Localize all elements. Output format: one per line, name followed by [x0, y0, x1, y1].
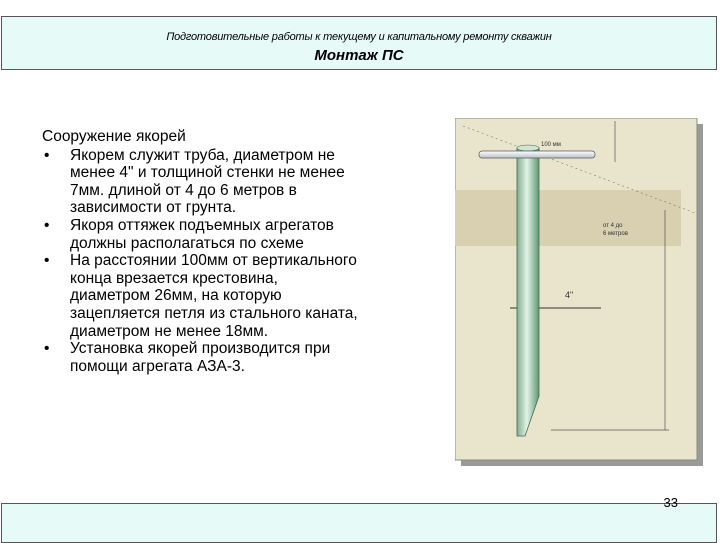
slide-title: Монтаж ПС [314, 47, 404, 64]
section-heading: Сооружение якорей [42, 128, 186, 145]
content-text [42, 128, 362, 375]
page-number: 33 [663, 495, 678, 510]
list-item [42, 147, 362, 217]
crossbar [479, 151, 595, 158]
diagram-panel [455, 118, 697, 460]
slide-subtitle: Подготовительные работы к текущему и капитальному ремонту скважин [166, 31, 552, 43]
pipe-top [517, 145, 539, 151]
anchor-pipe [517, 148, 539, 436]
label-diameter: 4" [565, 290, 574, 300]
bullet-dot: • [44, 216, 50, 234]
header-banner [1, 16, 717, 70]
bullet-text: Якоря оттяжек подъемных агрегатов должны располагаться по схеме [70, 216, 334, 252]
label-length: от 4 до 6 метров [603, 223, 628, 237]
bullet-dot: • [44, 340, 50, 358]
list-item [42, 340, 362, 375]
ground-band [455, 190, 681, 246]
bullet-text: На расстоянии 100мм от вертикального конца врезается крестовина, диаметром 26мм, на которую зацепляется петля из стального каната, диаметром не менее 18мм. [70, 252, 358, 340]
anchor-diagram [455, 118, 705, 468]
list-item [42, 252, 362, 340]
footer-banner [1, 503, 717, 543]
bullet-text: Установка якорей производится при помощи агрегата АЗА-3. [70, 340, 331, 375]
list-item [42, 217, 362, 252]
bullet-text: Якорем служит труба, диаметром не менее 4" и толщиной стенки не менее 7мм. длиной от 4 до 6 метров в зависимости от грунта. [70, 146, 345, 217]
label-100mm: 100 мм [541, 142, 561, 148]
bullet-dot: • [44, 252, 50, 270]
bullet-dot: • [44, 146, 50, 164]
bullet-list [42, 147, 362, 376]
